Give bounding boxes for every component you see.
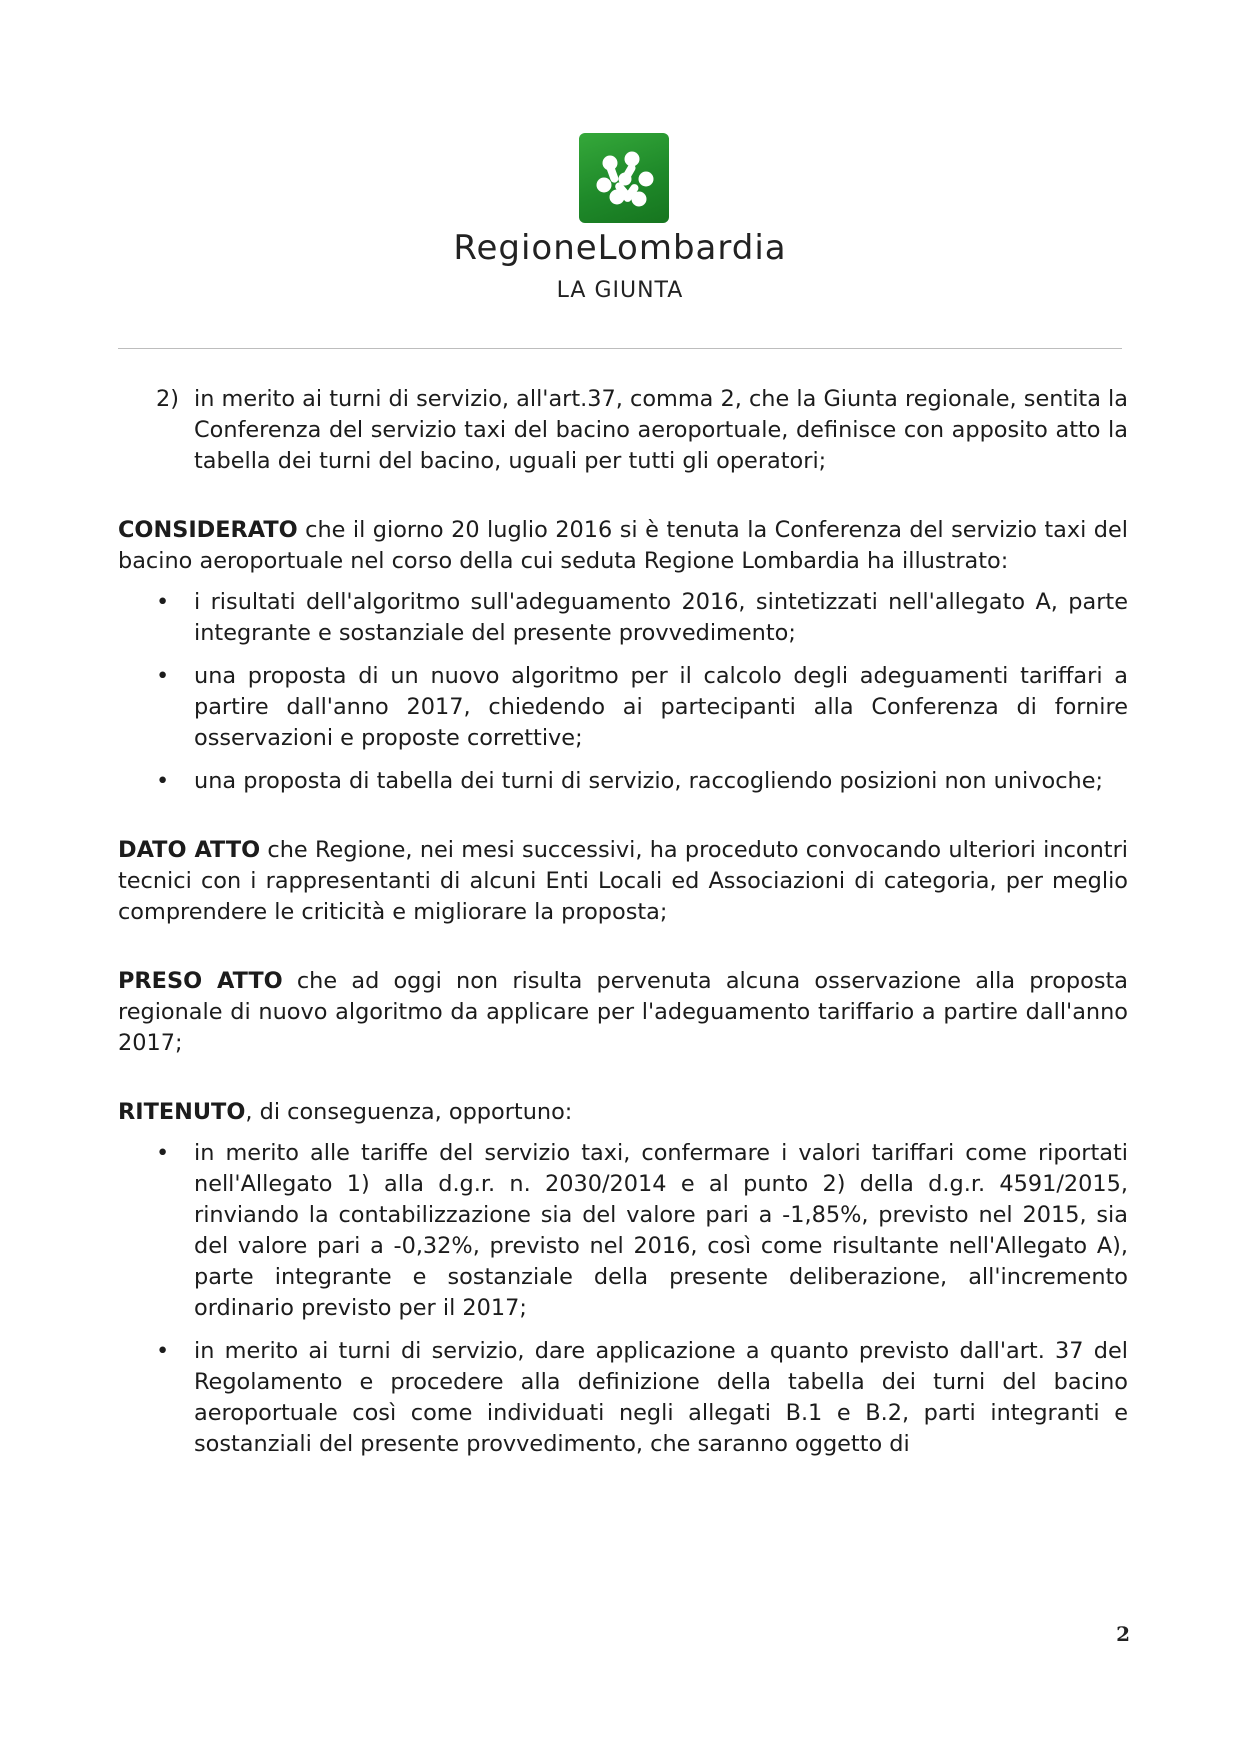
list-item — [118, 587, 1128, 649]
item-number: 2) — [156, 386, 179, 412]
document-body — [118, 384, 1128, 1460]
paragraph-keyword: PRESO ATTO — [118, 968, 283, 994]
paragraph-preso-atto — [118, 966, 1128, 1059]
bullet-icon: • — [156, 768, 170, 794]
numbered-item — [156, 384, 1128, 477]
header-divider — [118, 348, 1122, 349]
regione-lombardia-logo-icon — [579, 133, 669, 223]
paragraph-text: , di conseguenza, opportuno: — [245, 1099, 573, 1125]
item-text: in merito ai turni di servizio, all'art.37, comma 2, che la Giunta regionale, sentita la Conferenza del servizio taxi del bacino aeroportuale, definisce con apposito atto la tabella dei turni del bacino, uguali per tutti gli operatori; — [194, 386, 1128, 474]
paragraph-dato-atto — [118, 835, 1128, 928]
list-item-text: i risultati dell'algoritmo sull'adeguamento 2016, sintetizzati nell'allegato A, parte integrante e sostanziale del presente provvedimento; — [194, 589, 1128, 646]
paragraph-keyword: RITENUTO — [118, 1099, 246, 1125]
list-item — [118, 1138, 1128, 1324]
bullet-icon: • — [156, 1140, 170, 1166]
page-number: 2 — [1116, 1622, 1130, 1646]
list-item-text: una proposta di un nuovo algoritmo per il calcolo degli adeguamenti tariffari a partire dall'anno 2017, chiedendo ai partecipanti alla Conferenza di fornire osservazioni e proposte correttive; — [194, 663, 1128, 751]
paragraph-text: che Regione, nei mesi successivi, ha proceduto convocando ulteriori incontri tecnici con i rappresentanti di alcuni Enti Locali ed Associazioni di categoria, per meglio comprendere le criticità e migliorare la proposta; — [118, 837, 1129, 925]
list-item-text: una proposta di tabella dei turni di servizio, raccogliendo posizioni non univoche; — [194, 768, 1104, 794]
list-item-text: in merito ai turni di servizio, dare applicazione a quanto previsto dall'art. 37 del Regolamento e procedere alla definizione della tabella dei turni del bacino aeroportuale così come individuati negli allegati B.1 e B.2, parti integranti e sostanziali del presente provvedimento, che saranno oggetto di — [194, 1338, 1128, 1457]
list-item — [118, 1336, 1128, 1460]
brand-name: RegioneLombardia — [453, 228, 787, 268]
list-item — [118, 661, 1128, 754]
list-item-text: in merito alle tariffe del servizio taxi, confermare i valori tariffari come riportati nell'Allegato 1) alla d.g.r. n. 2030/2014 e al punto 2) della d.g.r. 4591/2015, rinviando la contabilizzazione sia del valore pari a -1,85%, previsto nel 2015, sia del valore pari a -0,32%, previsto nel 2016, così come risultante nell'Allegato A), parte integrante e sostanziale della presente deliberazione, all'incremento ordinario previsto per il 2017; — [194, 1140, 1128, 1321]
bullet-icon: • — [156, 1338, 170, 1364]
bullet-icon: • — [156, 589, 170, 615]
list-item — [118, 766, 1128, 797]
paragraph-keyword: DATO ATTO — [118, 837, 261, 863]
paragraph-text: che il giorno 20 luglio 2016 si è tenuta la Conferenza del servizio taxi del bacino aeroportuale nel corso della cui seduta Regione Lombardia ha illustrato: — [118, 517, 1128, 574]
paragraph-ritenuto — [118, 1097, 1128, 1128]
rosa-camuna-icon — [579, 133, 669, 223]
bullet-icon: • — [156, 663, 170, 689]
bullet-list-considerato — [118, 587, 1128, 797]
brand-subtitle: LA GIUNTA — [556, 278, 684, 303]
bullet-list-ritenuto — [118, 1138, 1128, 1460]
paragraph-keyword: CONSIDERATO — [118, 517, 298, 543]
paragraph-considerato — [118, 515, 1128, 577]
paragraph-text: che ad oggi non risulta pervenuta alcuna osservazione alla proposta regionale di nuovo algoritmo da applicare per l'adeguamento tariffario a partire dall'anno 2017; — [118, 968, 1128, 1056]
